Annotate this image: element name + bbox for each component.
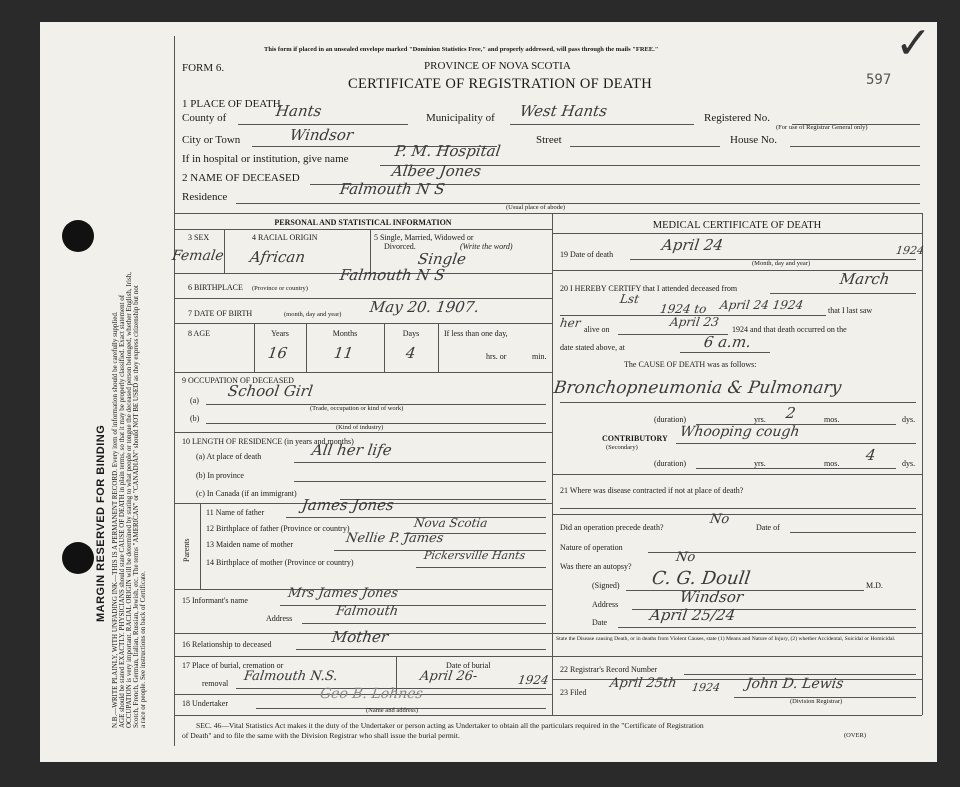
in-province-label: (b) In province [196, 471, 244, 480]
sec46-note: SEC. 46—Vital Statistics Act makes it the duty of the Undertaker or person acting as Undertaker to obtain all the particulars required in the "Certificate of Registration [196, 721, 704, 730]
informant-address-value: Falmouth [334, 604, 400, 619]
marital-label: 5 Single, Married, Widowed or [374, 233, 474, 242]
md-label: M.D. [866, 581, 883, 590]
county-value: Hants [274, 102, 323, 120]
relationship-value: Mother [330, 628, 390, 646]
contributory-yrs-label: yrs. [754, 459, 766, 468]
burial-date-value: April 26- [418, 669, 479, 684]
at-place-value: All her life [310, 441, 393, 459]
house-label: House No. [730, 134, 778, 146]
physician-date-value: April 25/24 [648, 606, 737, 624]
sex-value: Female [170, 248, 225, 264]
registered-label: Registered No. [704, 112, 770, 124]
filed-year-value: 1924 [691, 681, 721, 694]
months-value: 11 [332, 344, 355, 362]
occupation-label: 9 OCCUPATION OF DECEASED [182, 376, 294, 385]
deceased-name-value: Albee Jones [390, 162, 483, 180]
signed-label: (Signed) [592, 581, 620, 590]
registrar-signature: John D. Lewis [744, 676, 845, 692]
cause-duration-label: (duration) [654, 415, 686, 424]
certify-label: 20 I HEREBY CERTIFY that I attended deceased from [560, 284, 738, 293]
dob-note: (month, day and year) [284, 311, 342, 318]
parents-label: Parents [182, 538, 191, 562]
operation-label: Did an operation precede death? [560, 523, 664, 532]
occupation-a-label: (a) [190, 396, 199, 405]
registered-note: (For use of Registrar General only) [776, 124, 868, 131]
informant-value: Mrs James Jones [286, 586, 399, 601]
death-date-label: 19 Date of death [560, 250, 614, 259]
racial-label: 4 RACIAL ORIGIN [252, 233, 318, 242]
municipality-value: West Hants [518, 102, 609, 120]
hospital-label: If in hospital or institution, give name [182, 153, 349, 165]
medical-heading: MEDICAL CERTIFICATE OF DEATH [652, 220, 822, 231]
physician-date-label: Date [592, 618, 608, 627]
contributory-value: Whooping cough [678, 424, 801, 440]
death-year-value: 1924 [895, 244, 925, 257]
father-label: 11 Name of father [206, 508, 265, 517]
industry-note: (Kind of industry) [336, 424, 384, 431]
number-stamp: 597 [866, 72, 892, 88]
residence-label: Residence [182, 191, 228, 203]
mail-notice: This form if placed in an unsealed envelope marked "Dominion Statistics Free," and properly addressed, will pass through the mails "FREE." [264, 46, 659, 53]
burial-year-value: 1924 [517, 673, 550, 687]
certify-from-value: March [838, 270, 891, 288]
contributory-months-value: 4 [864, 446, 877, 464]
form-number: FORM 6. [182, 62, 225, 74]
municipality-label: Municipality of [426, 112, 495, 124]
street-label: Street [536, 134, 562, 146]
contracted-label: 21 Where was disease contracted if not at place of death? [560, 486, 744, 495]
certify-line3-end: 1924 and that death occurred on the [732, 325, 847, 334]
sex-label: 3 SEX [188, 233, 210, 242]
dob-label: 7 DATE OF BIRTH [188, 309, 253, 318]
contributory-mos-label: mos. [824, 459, 840, 468]
less-than-day-label: If less than one day, [444, 329, 508, 338]
father-birthplace-label: 12 Birthplace of father (Province or country) [206, 524, 350, 533]
physician-address-label: Address [592, 600, 619, 609]
cause-months-value: 2 [784, 404, 797, 422]
mother-birthplace-label: 14 Birthplace of mother (Province or country) [206, 558, 354, 567]
undertaker-value: Geo B. Lohnes [318, 686, 424, 702]
certify-line3-start: her [559, 316, 582, 330]
residence-value: Falmouth N S [338, 180, 446, 198]
father-value: James Jones [300, 496, 396, 514]
binding-margin-label: MARGIN RESERVED FOR BINDING [95, 424, 107, 622]
over-label: (OVER) [844, 732, 867, 739]
certificate-title: CERTIFICATE OF REGISTRATION OF DEATH [348, 76, 652, 92]
cause-label: The CAUSE OF DEATH was as follows: [624, 360, 757, 369]
division-registrar-note: (Division Registrar) [790, 698, 843, 705]
informant-label: 15 Informant's name [182, 596, 248, 605]
sec46-note-2: of Death" and to file the same with the Division Registrar who shall issue the burial permit. [182, 731, 460, 740]
mother-birthplace-value: Pickersville Hants [423, 549, 527, 562]
cause-dys-label: dys. [902, 415, 916, 424]
province-title: PROVINCE OF NOVA SCOTIA [424, 60, 571, 72]
deceased-name-label: 2 NAME OF DECEASED [182, 172, 300, 184]
cause-mos-label: mos. [824, 415, 840, 424]
undertaker-label: 18 Undertaker [182, 699, 228, 708]
min-label: min. [532, 352, 547, 361]
death-date-value: April 24 [660, 236, 725, 254]
certify-line3-mid: alive on [584, 325, 610, 334]
cause-yrs-label: yrs. [754, 415, 766, 424]
mother-label: 13 Maiden name of mother [206, 540, 294, 549]
autopsy-value: No [674, 550, 697, 565]
birthplace-label: 6 BIRTHPLACE [188, 283, 243, 292]
secondary-note: (Secondary) [606, 444, 638, 451]
certify-line2-mid: 1924 to [659, 302, 708, 316]
birthplace-note: (Province or country) [252, 285, 308, 292]
punch-hole-top [62, 220, 94, 252]
removal-label: removal [202, 679, 229, 688]
certify-line2-from: Lst [619, 292, 640, 306]
age-label: 8 AGE [188, 329, 210, 338]
burial-place-label: 17 Place of burial, cremation or [182, 661, 284, 670]
certify-line2-to: April 24 1924 [719, 298, 805, 312]
place-heading: 1 PLACE OF DEATH [182, 98, 281, 110]
county-label: County of [182, 112, 227, 124]
certify-line3-date: April 23 [669, 315, 720, 329]
in-canada-label: (c) In Canada (if an immigrant) [196, 489, 297, 498]
trade-note: (Trade, occupation or kind of work) [310, 405, 404, 412]
burial-date-label: Date of burial [446, 661, 491, 670]
marital-label-3: (Write the word) [460, 242, 513, 251]
occupation-b-label: (b) [190, 414, 200, 423]
years-value: 16 [266, 344, 289, 362]
operation-value: No [708, 512, 731, 527]
contributory-duration-label: (duration) [654, 459, 686, 468]
operation-date-label: Date of [756, 523, 780, 532]
personal-heading: PERSONAL AND STATISTICAL INFORMATION [274, 218, 452, 227]
autopsy-label: Was there an autopsy? [560, 562, 632, 571]
dob-value: May 20. 1907. [368, 298, 481, 316]
registrar-record-label: 22 Registrar's Record Number [560, 665, 658, 674]
contributory-dys-label: dys. [902, 459, 916, 468]
medical-footnote: State the Disease causing Death, or in deaths from Violent Causes, state (1) Means and Nature of Injury, (2) whether Accidental, Suicidal or Homicidal. [556, 636, 896, 642]
filed-date-value: April 25th [608, 676, 678, 691]
certificate-sheet [40, 19, 937, 762]
certify-line2-end: that I last saw [828, 306, 873, 315]
punch-hole-bottom [62, 542, 94, 574]
physician-signature: C. G. Doull [650, 568, 752, 589]
days-label: Days [402, 329, 420, 338]
relationship-label: 16 Relationship to deceased [182, 640, 272, 649]
contributory-label: CONTRIBUTORY [602, 434, 668, 443]
cause-value: Bronchopneumonia & Pulmonary [552, 378, 843, 398]
nature-label: Nature of operation [560, 543, 623, 552]
margin-instructions: N.B.—WRITE PLAINLY, WITH UNFADING INK—THIS IS A PERMANENT RECORD. Every item of information should be carefully supplied. AGE should be stated EXACTLY. PHYSICIANS should state CAUSE OF DEATH in plain terms, so that it may be properly classified. Exact statement of OCCUPATION is very important. RACIAL ORIGIN will be determined by stating to what people or tongue the deceased person belonged, whether English, Irish, Scotch, French, German, Italian, Russian, Jewish, etc. The terms "AMERICAN" or "CANADIAN" should NOT BE USED as they express citizenship but not a race or people. See instructions on back of Certificate. [111, 272, 147, 728]
residence-note: (Usual place of abode) [506, 204, 566, 211]
racial-value: African [248, 248, 307, 266]
city-value: Windsor [288, 126, 355, 144]
certify-line4: date stated above, at [560, 343, 625, 352]
at-place-label: (a) At place of death [196, 452, 262, 461]
marital-value: Single [416, 250, 468, 268]
father-birthplace-value: Nova Scotia [413, 516, 489, 530]
city-label: City or Town [182, 134, 241, 146]
undertaker-note: (Name and address) [366, 707, 418, 714]
filed-label: 23 Filed [560, 688, 587, 697]
months-label: Months [332, 329, 358, 338]
occupation-value: School Girl [226, 382, 314, 400]
mother-value: Nellie P. James [344, 531, 445, 546]
length-of-residence-label: 10 LENGTH OF RESIDENCE (in years and months) [182, 437, 354, 446]
days-value: 4 [404, 344, 417, 362]
physician-address-value: Windsor [678, 588, 745, 606]
informant-address-label: Address [266, 614, 293, 623]
death-time-value: 6 a.m. [702, 333, 753, 351]
check-mark: ✓ [895, 19, 932, 68]
hospital-value: P. M. Hospital [393, 142, 502, 160]
burial-place-value: Falmouth N.S. [242, 669, 339, 684]
hrs-label: hrs. or [486, 352, 507, 361]
birthplace-value: Falmouth N S [338, 266, 446, 284]
death-date-note: (Month, day and year) [752, 260, 811, 267]
marital-label-2: Divorced. [384, 242, 416, 251]
years-label: Years [271, 329, 289, 338]
